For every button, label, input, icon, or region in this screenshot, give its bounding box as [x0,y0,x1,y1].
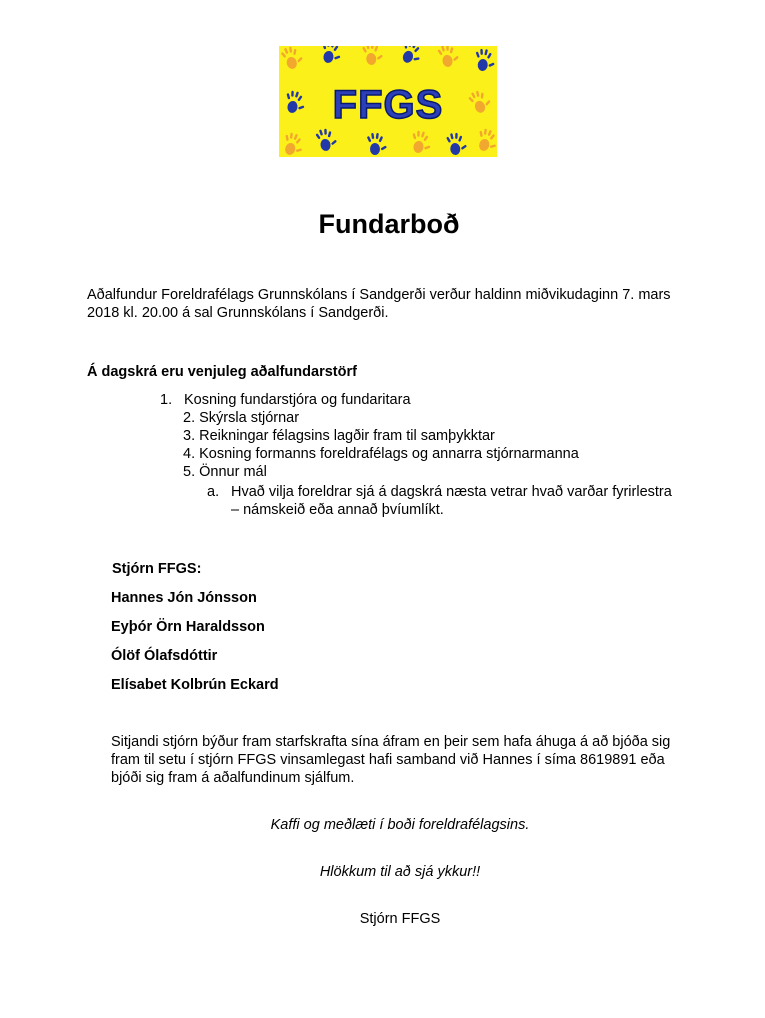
looking-forward-note: Hlökkum til að sjá ykkur!! [319,864,481,880]
agenda-subitem-line-1: Hvað vilja foreldrar sjá á dagskrá næsta vetrar hvað varðar fyrirlestra [231,484,672,500]
agenda-subitem [207,483,672,501]
agenda-item [160,391,411,409]
board-member: Ólöf Ólafsdóttir [111,648,218,664]
agenda-item-text: Önnur mál [199,464,267,480]
intro-line-1: Aðalfundur Foreldrafélags Grunnskólans í Sandgerði verður haldinn miðvikudaginn 7. mars [87,287,671,303]
agenda-item-number: 2. [183,410,196,426]
board-member: Hannes Jón Jónsson [111,590,257,606]
agenda-item [183,463,579,481]
agenda-item-number: 1. [160,392,173,408]
signature: Stjórn FFGS [359,911,441,927]
agenda-list-continued [183,409,579,481]
ffgs-logo [279,46,497,157]
agenda-item-text: Kosning formanns foreldrafélags og annarra stjórnarmanna [199,446,579,462]
closing-line-1: Sitjandi stjórn býður fram starfskrafta sína áfram en þeir sem hafa áhuga á að bjóða sig [111,734,671,750]
page-title: Fundarboð [318,209,460,239]
agenda-heading: Á dagskrá eru venjuleg aðalfundarstörf [87,364,357,380]
agenda-subitem-line-2: – námskeið eða annað þvíumlíkt. [231,502,444,518]
closing-line-3: bjóði sig fram á aðalfundinum sjálfum. [111,770,355,786]
agenda-item-text: Kosning fundarstjóra og fundaritara [184,392,411,408]
intro-paragraph [87,286,671,322]
logo-text: FFGS [332,83,444,127]
agenda-item [183,427,579,445]
agenda-item [183,445,579,463]
board-member: Elísabet Kolbrún Eckard [111,677,279,693]
agenda-item-text: Skýrsla stjórnar [199,410,300,426]
closing-paragraph [111,733,670,787]
agenda-subitem-letter: a. [207,484,220,500]
closing-line-2: fram til setu í stjórn FFGS vinsamlegast hafi samband við Hannes í síma 8619891 eða [111,752,665,768]
intro-line-2: 2018 kl. 20.00 á sal Grunnskólans í Sandgerði. [87,305,389,321]
board-member: Eyþór Örn Haraldsson [111,619,265,635]
agenda-item [183,409,579,427]
agenda-item-number: 3. [183,428,196,444]
agenda-list [160,391,411,409]
agenda-item-text: Reikningar félagsins lagðir fram til samþykktar [199,428,495,444]
board-heading: Stjórn FFGS: [112,561,202,577]
agenda-item-number: 5. [183,464,196,480]
agenda-item-number: 4. [183,446,196,462]
coffee-note: Kaffi og meðlæti í boði foreldrafélagsins. [270,817,530,833]
